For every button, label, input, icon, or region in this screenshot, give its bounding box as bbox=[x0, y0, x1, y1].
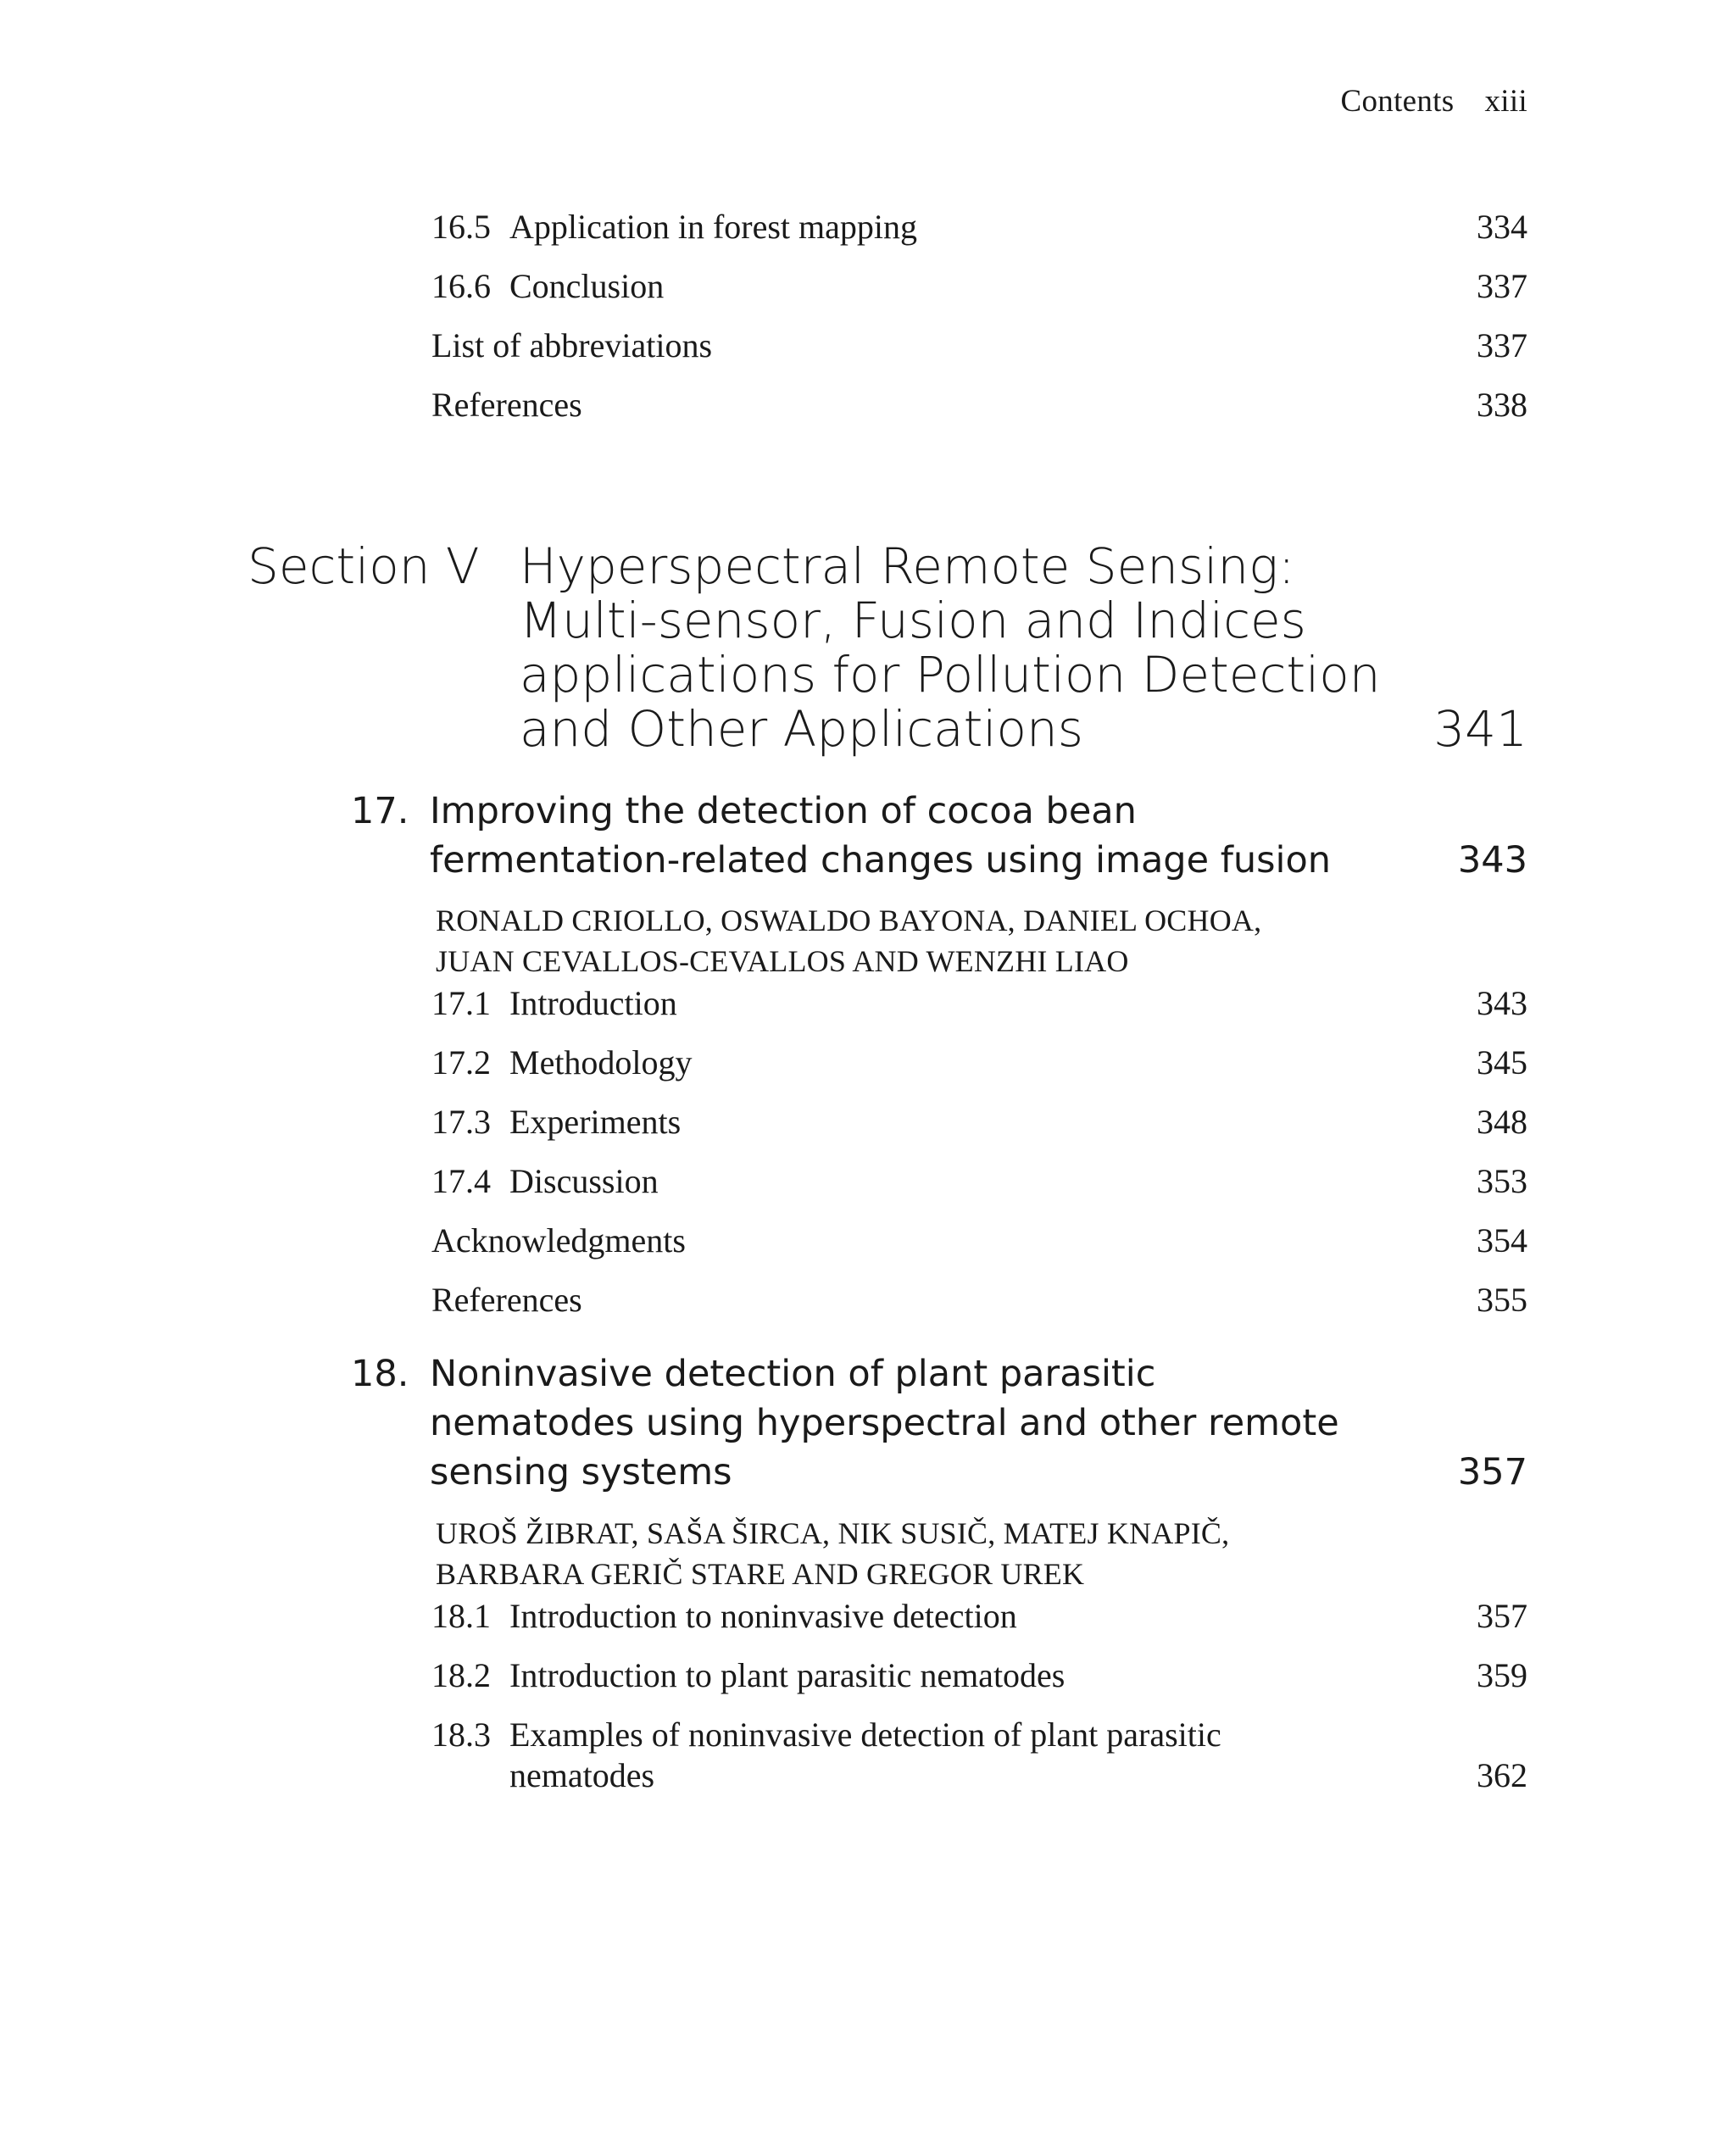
chapter-title-line: Noninvasive detection of plant parasitic bbox=[430, 1353, 1156, 1395]
section-title[interactable] bbox=[520, 539, 1527, 756]
chapter-number: 17. bbox=[351, 790, 409, 832]
toc-entry-number: 17.1 bbox=[431, 984, 491, 1022]
chapter-authors bbox=[436, 900, 1261, 982]
toc-entry-page: 334 bbox=[1477, 208, 1527, 246]
toc-entry[interactable] bbox=[431, 1596, 1527, 1637]
toc-entry-number: 17.2 bbox=[431, 1043, 491, 1082]
toc-entry-page: 337 bbox=[1477, 267, 1527, 305]
toc-entry-title: Introduction bbox=[509, 984, 677, 1022]
toc-entry-title: Acknowledgments bbox=[431, 1221, 686, 1260]
toc-entry-title: List of abbreviations bbox=[431, 326, 713, 364]
toc-entry[interactable] bbox=[431, 1043, 1527, 1083]
toc-entry[interactable] bbox=[431, 266, 1527, 307]
author-line: BARBARA GERIČ STARE AND GREGOR UREK bbox=[436, 1557, 1085, 1591]
toc-entry-title: Introduction to noninvasive detection bbox=[509, 1597, 1017, 1635]
toc-entry-page: 355 bbox=[1477, 1281, 1527, 1319]
toc-entry[interactable] bbox=[431, 1715, 1527, 1796]
toc-entry[interactable] bbox=[431, 207, 1527, 247]
chapter-number: 18. bbox=[351, 1353, 409, 1395]
toc-entry-number: 18.1 bbox=[431, 1597, 491, 1635]
section-title-line: and Other Applications bbox=[520, 700, 1083, 758]
toc-entry[interactable] bbox=[431, 1161, 1527, 1202]
toc-entry-number: 18.2 bbox=[431, 1656, 491, 1694]
toc-entry-page: 345 bbox=[1477, 1043, 1527, 1082]
toc-entry-number: 17.4 bbox=[431, 1162, 491, 1200]
toc-entry[interactable] bbox=[431, 1280, 1527, 1321]
chapter-title-line: Improving the detection of cocoa bean bbox=[430, 790, 1137, 832]
section-label: Section V bbox=[248, 537, 480, 595]
author-line: RONALD CRIOLLO, OSWALDO BAYONA, DANIEL OCHOA, bbox=[436, 904, 1262, 937]
toc-entry-title: References bbox=[431, 386, 582, 424]
toc-entry[interactable] bbox=[431, 385, 1527, 425]
chapter-title-line: sensing systems bbox=[430, 1451, 732, 1493]
toc-entry-title: Introduction to plant parasitic nematodes bbox=[509, 1656, 1066, 1694]
section-title-line: applications for Pollution Detection bbox=[520, 646, 1381, 703]
chapter-authors bbox=[436, 1513, 1229, 1594]
toc-entry-number: 16.5 bbox=[431, 208, 491, 246]
toc-entry-title: References bbox=[431, 1281, 582, 1319]
toc-entry[interactable] bbox=[431, 325, 1527, 366]
chapter-title-line: fermentation-related changes using image fusion bbox=[430, 839, 1332, 881]
chapter-title[interactable] bbox=[430, 787, 1527, 885]
toc-entry-page: 343 bbox=[1477, 984, 1527, 1022]
toc-entry-title: Application in forest mapping bbox=[509, 208, 918, 246]
toc-entry[interactable] bbox=[431, 1655, 1527, 1696]
toc-entry-title: Discussion bbox=[509, 1162, 659, 1200]
toc-entry-page: 353 bbox=[1477, 1162, 1527, 1200]
toc-entry-number: 18.3 bbox=[431, 1716, 491, 1754]
toc-entry[interactable] bbox=[431, 1221, 1527, 1261]
toc-entry-number: 16.6 bbox=[431, 267, 491, 305]
toc-entry-page: 362 bbox=[1477, 1756, 1527, 1794]
toc-entry-page: 348 bbox=[1477, 1103, 1527, 1141]
toc-entry-title: Methodology bbox=[509, 1043, 693, 1082]
toc-entry-title-continuation: nematodes bbox=[509, 1756, 655, 1794]
running-head-label: Contents bbox=[1340, 84, 1455, 119]
page-folio: xiii bbox=[1484, 84, 1527, 119]
section-title-line: Multi-sensor, Fusion and Indices bbox=[520, 592, 1306, 649]
toc-entry-page: 357 bbox=[1477, 1597, 1527, 1635]
toc-entry-title: Conclusion bbox=[509, 267, 665, 305]
author-line: JUAN CEVALLOS-CEVALLOS AND WENZHI LIAO bbox=[436, 944, 1129, 978]
running-head bbox=[1340, 83, 1527, 120]
section-title-line: Hyperspectral Remote Sensing: bbox=[520, 537, 1295, 595]
toc-entry-number: 17.3 bbox=[431, 1103, 491, 1141]
section-page: 341 bbox=[1433, 700, 1527, 758]
chapter-page: 343 bbox=[1457, 839, 1527, 881]
toc-entry-page: 359 bbox=[1477, 1656, 1527, 1694]
toc-entry-page: 337 bbox=[1477, 326, 1527, 364]
toc-entry[interactable] bbox=[431, 1102, 1527, 1143]
chapter-page: 357 bbox=[1457, 1451, 1527, 1493]
chapter-title[interactable] bbox=[430, 1349, 1527, 1497]
toc-entry-page: 338 bbox=[1477, 386, 1527, 424]
author-line: UROŠ ŽIBRAT, SAŠA ŠIRCA, NIK SUSIČ, MATEJ KNAPIČ, bbox=[436, 1516, 1230, 1550]
toc-entry-title: Examples of noninvasive detection of plant parasitic bbox=[509, 1716, 1221, 1754]
toc-entry[interactable] bbox=[431, 983, 1527, 1024]
toc-entry-page: 354 bbox=[1477, 1221, 1527, 1260]
chapter-title-line: nematodes using hyperspectral and other remote bbox=[430, 1402, 1339, 1444]
toc-entry-title: Experiments bbox=[509, 1103, 682, 1141]
